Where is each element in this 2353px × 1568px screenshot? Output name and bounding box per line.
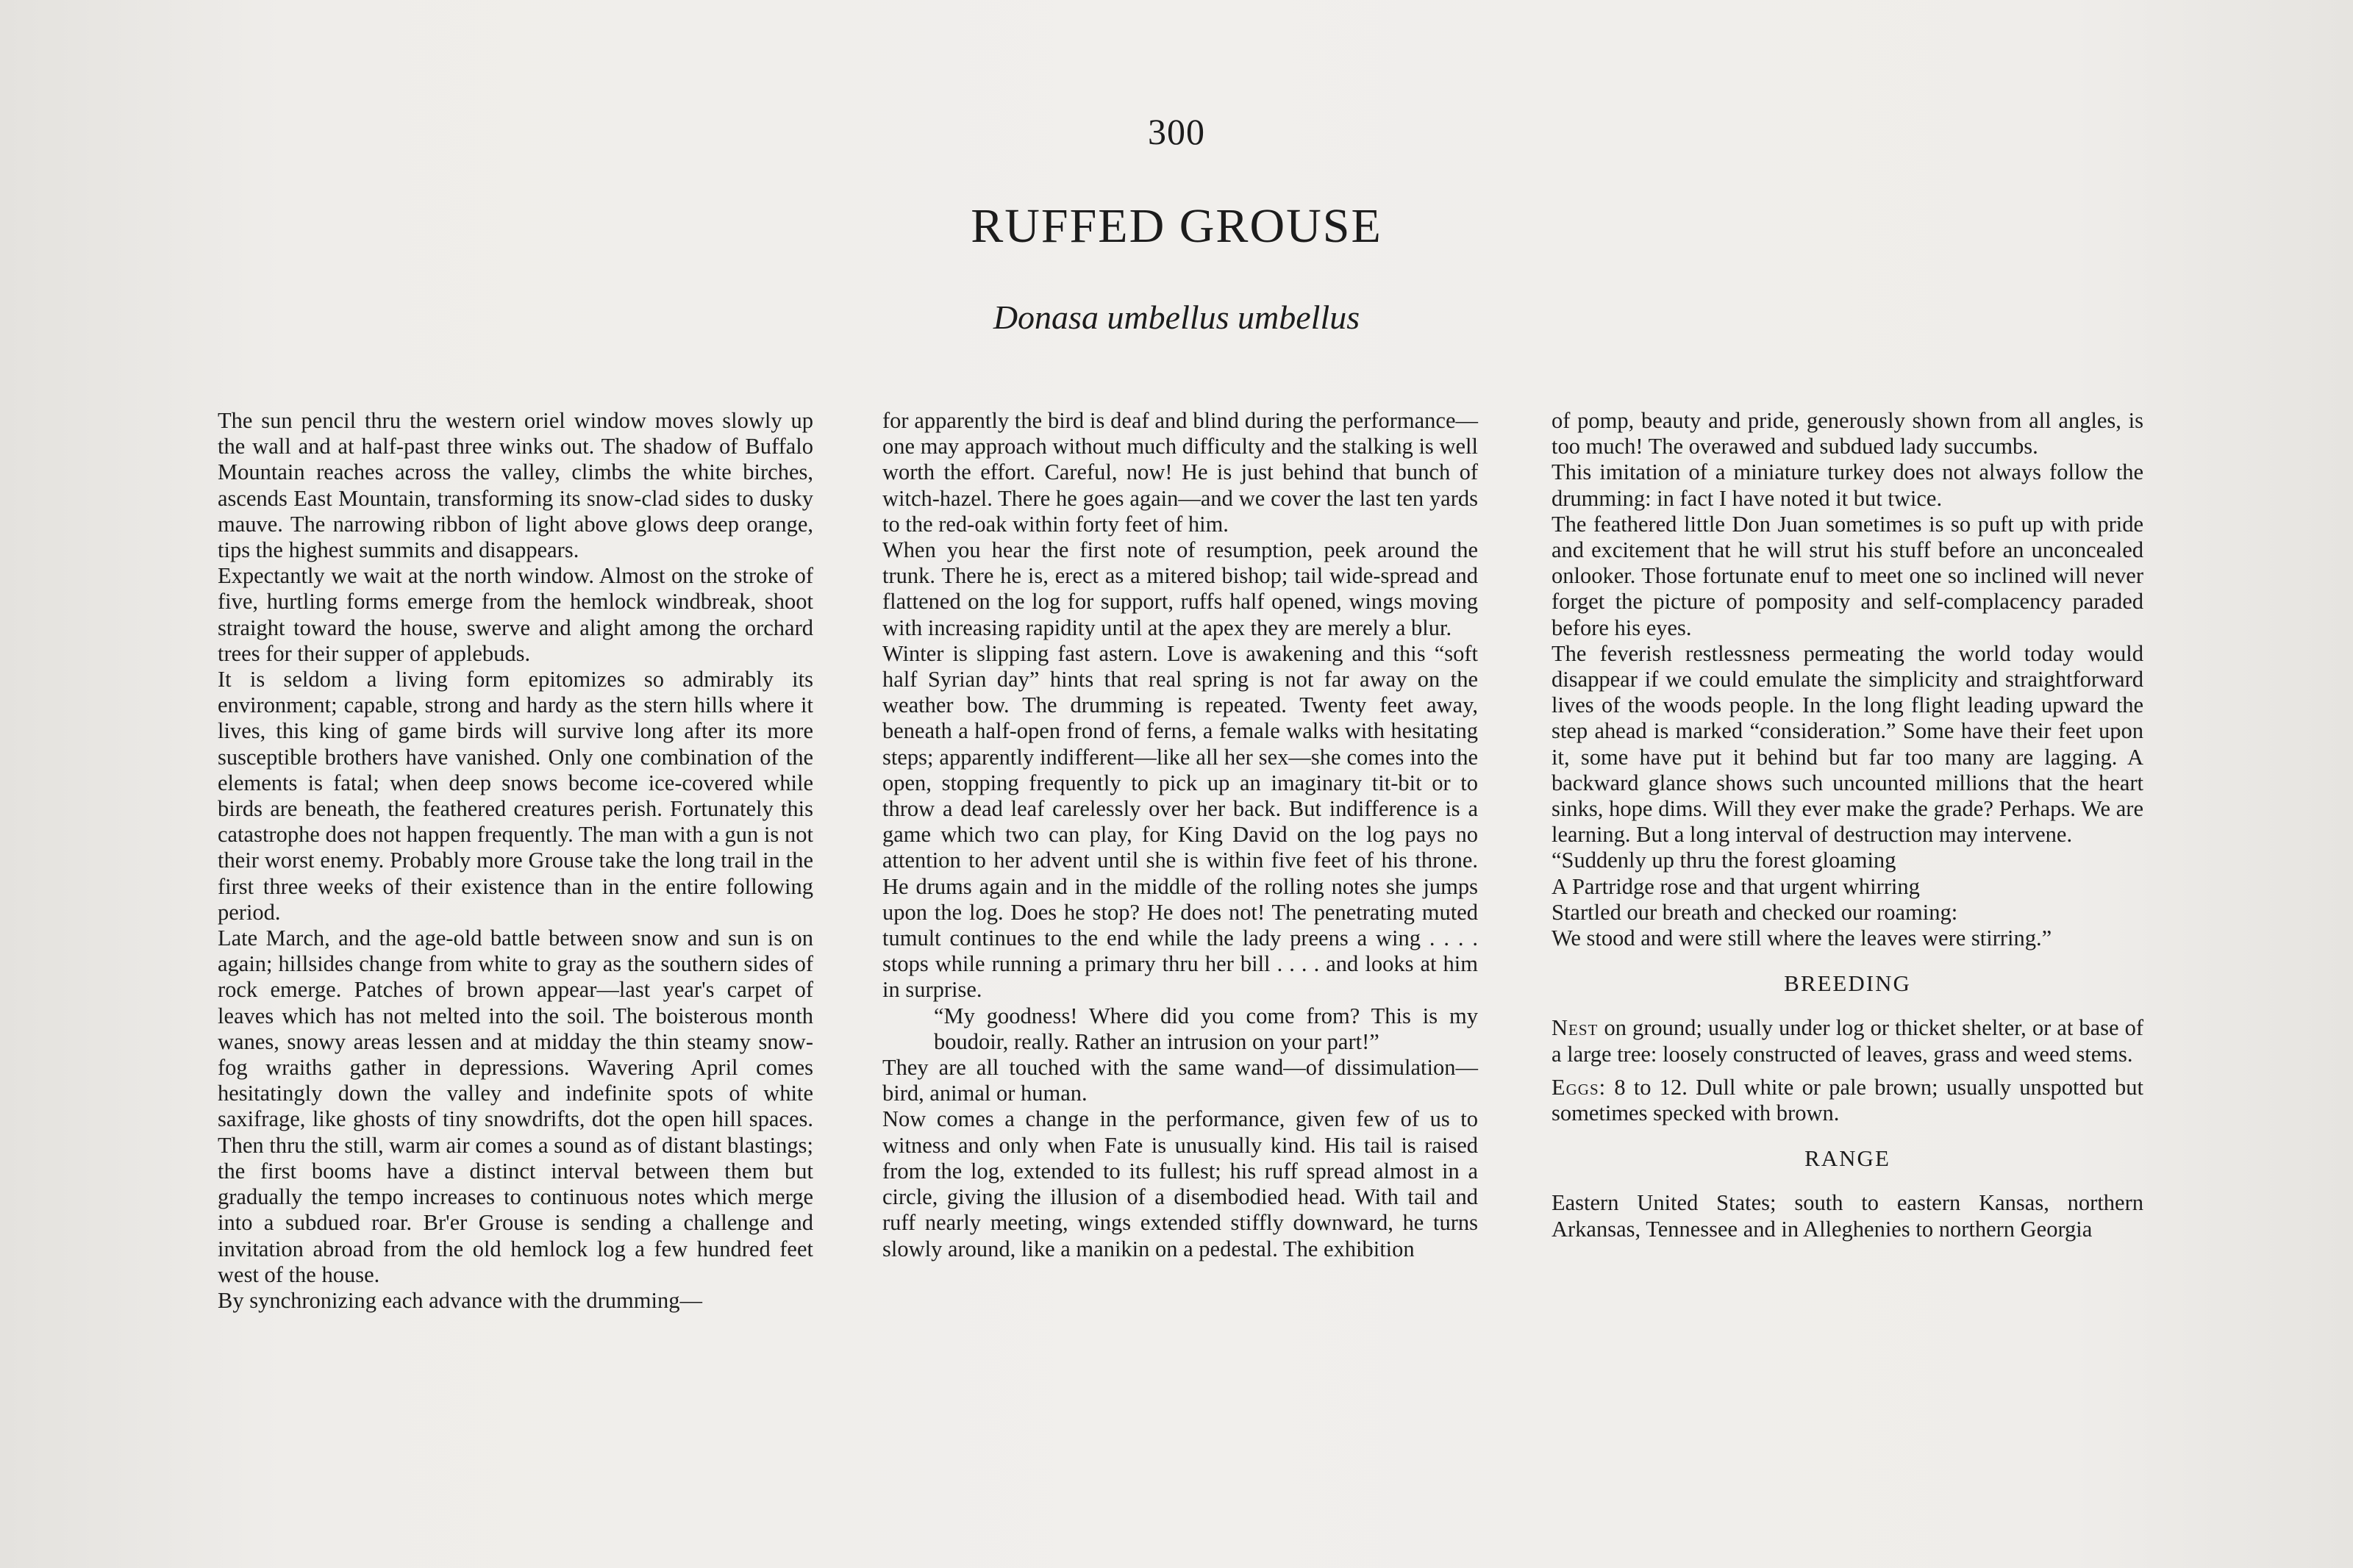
paragraph: The feverish restlessness permeating the world today would disappear if we could emulate the simplicity and straightforward lives of the woods people. In the long flight leading upward the step ahead is marked “consideration.” Some have their feet upon it, some have put it behind but far too many are lagging. A backward glance shows such uncounted millions that the heart sinks, hope dims. Will they ever make the grade? Perhaps. We are learning. But a long interval of destruction may intervene. [1552, 640, 2143, 848]
paragraph: of pomp, beauty and pride, generously shown from all angles, is too much! The overawed and subdued lady succumbs. [1552, 408, 2143, 459]
text-column-2 [882, 408, 1478, 1262]
eggs-label: Eggs: [1552, 1074, 1607, 1100]
poem-line: “Suddenly up thru the forest gloaming [1552, 848, 1896, 873]
nest-label: Nest [1552, 1015, 1599, 1041]
range-text: Eastern United States; south to eastern Kansas, northern Arkansas, Tennessee and in Alleghenies to northern Georgia [1552, 1190, 2143, 1242]
text-column-1 [218, 408, 813, 1314]
paragraph: Expectantly we wait at the north window. Almost on the stroke of five, hurtling forms emerge from the hemlock windbreak, shoot straight toward the house, swerve and alight among the orchard trees for their supper of applebuds. [218, 563, 813, 666]
paragraph: The sun pencil thru the western oriel window moves slowly up the wall and at half-past three winks out. The shadow of Buffalo Mountain reaches across the valley, climbs the white birches, ascends East Mountain, transforming its snow-clad sides to dusky mauve. The narrowing ribbon of light above glows deep orange, tips the highest summits and disappears. [218, 408, 813, 563]
poem-line: We stood and were still where the leaves were stirring.” [1552, 926, 2052, 951]
paragraph: They are all touched with the same wand—of dissimulation—bird, animal or human. [882, 1055, 1478, 1106]
nest-entry [1552, 1015, 2143, 1067]
page-title: RUFFED GROUSE [971, 199, 1382, 253]
paragraph: It is seldom a living form epitomizes so admirably its environment; capable, strong and hardy as the stern hills where it lives, this king of game birds will survive long after its more susceptible brothers have vanished. Only one combination of the elements is fatal; when deep snows become ice-covered while birds are beneath, the feathered creatures perish. Fortunately this catastrophe does not happen frequently. The man with a gun is not their worst enemy. Probably more Grouse take the long trail in the first three weeks of their existence than in the entire following period. [218, 667, 813, 925]
quoted-speech: “My goodness! Where did you come from? This is my boudoir, really. Rather an intrusion on your part!” [934, 1003, 1478, 1054]
text-column-3 [1552, 408, 2143, 1242]
paragraph: Winter is slipping fast astern. Love is awakening and this “soft half Syrian day” hints that real spring is not far away on the weather bow. The drumming is repeated. Twenty feet away, beneath a half-open frond of ferns, a female walks with hesitating steps; apparently indifferent—like all her sex—she comes into the open, stopping frequently to pick up an imaginary tit-bit or to throw a dead leaf carelessly over her back. But indifference is a game which two can play, for King David on the log pays no attention to her advent until she is within five feet of his throne. He drums again and in the middle of the rolling notes she jumps upon the log. Does he stop? He does not! The penetrating muted tumult continues to the end while the lady preens a wing . . . . stops while running a primary thru her bill . . . . and looks at him in surprise. [882, 640, 1478, 1003]
poem-line: Startled our breath and checked our roaming: [1552, 899, 1958, 925]
paragraph: By synchronizing each advance with the drumming— [218, 1287, 702, 1313]
nest-text: on ground; usually under log or thicket shelter, or at base of a large tree: loosely constructed of leaves, grass and weed stems. [1552, 1015, 2144, 1067]
breeding-heading: BREEDING [1784, 970, 1911, 997]
poem-line: A Partridge rose and that urgent whirring [1552, 873, 1920, 899]
paragraph: The feathered little Don Juan sometimes is so puft up with pride and excitement that he will strut his stuff before an unconcealed onlooker. Those fortunate enuf to meet one so inclined will never forget the picture of pomposity and self-complacency paraded before his eyes. [1552, 511, 2143, 640]
paragraph: This imitation of a miniature turkey does not always follow the drumming: in fact I have noted it but twice. [1552, 459, 2143, 511]
eggs-entry [1552, 1075, 2143, 1126]
page-number: 300 [1148, 111, 1205, 152]
paragraph: for apparently the bird is deaf and blind during the performance—one may approach without much difficulty and the stalking is well worth the effort. Careful, now! He is just behind that bunch of witch-hazel. There he goes again—and we cover the last ten yards to the red-oak within forty feet of him. [882, 408, 1478, 537]
paragraph: Now comes a change in the performance, given few of us to witness and only when Fate is unusually kind. His tail is raised from the log, extended to its fullest; his ruff spread almost in a circle, giving the illusion of a disembodied head. With tail and ruff nearly meeting, wings extended stiffly downward, he turns slowly around, like a manikin on a pedestal. The exhibition [882, 1106, 1478, 1261]
eggs-text: 8 to 12. Dull white or pale brown; usually unspotted but sometimes specked with brown. [1552, 1074, 2143, 1126]
paragraph: Late March, and the age-old battle between snow and sun is on again; hillsides change from white to gray as the southern sides of rock emerge. Patches of brown appear—last year's carpet of leaves which has not melted into the soil. The boisterous month wanes, snowy areas lessen and at midday the thin steamy snow-fog wraiths gather in depressions. Wavering April comes hesitatingly down the valley and indefinite spots of white saxifrage, like ghosts of tiny snowdrifts, dot the open hill spaces. Then thru the still, warm air comes a sound as of distant blastings; the first booms have a distinct interval between them but gradually the tempo increases to continuous notes which merge into a subdued roar. Br'er Grouse is sending a challenge and invitation abroad from the old hemlock log a few hundred feet west of the house. [218, 926, 813, 1287]
paragraph: When you hear the first note of resumption, peek around the trunk. There he is, erect as a mitered bishop; tail wide-spread and flattened on the log for support, ruffs half opened, wings moving with increasing rapidity until at the apex they are merely a blur. [882, 537, 1478, 640]
scientific-name: Donasa umbellus umbellus [993, 298, 1360, 336]
range-heading: RANGE [1804, 1145, 1890, 1172]
poem [1552, 848, 2143, 951]
